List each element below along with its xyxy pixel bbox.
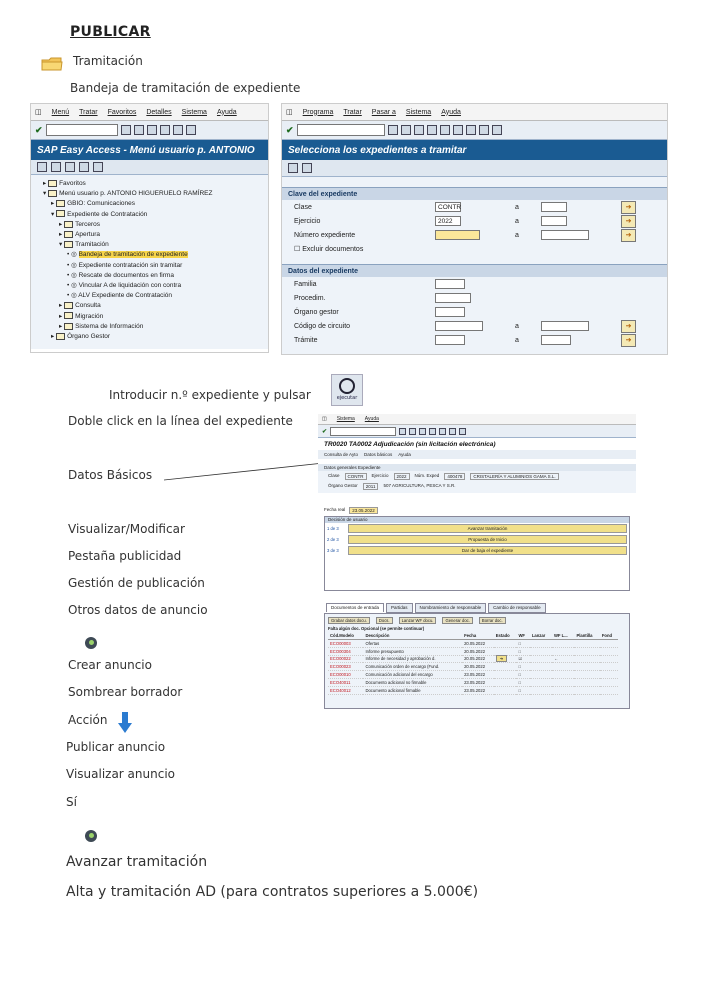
range-to-label: a <box>515 322 519 330</box>
cell-fecha: 20.05.2022 <box>462 663 494 671</box>
cancel-icon[interactable] <box>429 428 436 435</box>
field-label: Órgano gestor <box>294 308 339 316</box>
add-favorite-icon[interactable] <box>51 162 61 172</box>
field-label: Familia <box>294 280 317 288</box>
tab-partidas[interactable]: Partidas <box>386 603 413 613</box>
favorites-icon[interactable] <box>37 162 47 172</box>
execute-label: ejecutar <box>336 395 358 401</box>
step-text: Acción <box>68 713 108 727</box>
edit-icon[interactable] <box>79 162 89 172</box>
table-row[interactable] <box>328 647 618 655</box>
adjudicacion-window <box>318 414 636 714</box>
cancel-icon[interactable] <box>160 125 170 135</box>
exit-icon[interactable] <box>147 125 157 135</box>
tree-node[interactable]: ▸ Apertura <box>59 231 101 239</box>
command-field[interactable] <box>330 427 396 436</box>
decision-number: 3 de 3 <box>327 548 339 553</box>
excluir-checkbox[interactable]: ☐ Excluir documentos <box>294 246 364 253</box>
multiple-selection-button[interactable]: ➔ <box>621 320 636 333</box>
find-icon[interactable] <box>449 428 456 435</box>
menu-icon: ◫ <box>286 109 293 116</box>
tree-node[interactable]: ▾ Tramitación <box>59 241 109 249</box>
procedim-input[interactable] <box>435 293 471 303</box>
clase-value: CONTR <box>345 473 367 480</box>
command-field[interactable] <box>46 124 118 136</box>
cell-desc: Documento adicional no firmable <box>363 678 462 686</box>
other-menu-icon[interactable] <box>65 162 75 172</box>
tree-node[interactable]: • ◎ Rescate de documentos en firma <box>67 271 174 279</box>
decision-button[interactable]: Avanzar tramitación <box>348 524 627 533</box>
step-text: Otros datos de anuncio <box>68 603 208 617</box>
tree-node[interactable]: ▸ Consulta <box>59 302 101 310</box>
clase-input[interactable]: CONTR <box>435 202 461 212</box>
fecha-input[interactable]: 23.05.2022 <box>349 507 378 514</box>
step-text: Sí <box>66 795 77 809</box>
range-to-label: a <box>515 203 519 211</box>
cell-cod: ECO00010 <box>328 671 363 679</box>
decision-button[interactable]: Dar de baja el expediente <box>348 546 627 555</box>
multiple-selection-button[interactable]: ➔ <box>621 201 636 214</box>
cell-desc: Informe presupuesto <box>363 647 462 655</box>
execute-circle-icon[interactable] <box>85 830 97 842</box>
table-row[interactable] <box>328 671 618 679</box>
step-text: Visualizar/Modificar <box>68 522 185 536</box>
column-header[interactable]: Fond <box>600 632 618 640</box>
ayuda-button[interactable]: Ayuda <box>398 452 411 457</box>
cell-cod: ECO00003 <box>328 640 363 648</box>
familia-input[interactable] <box>435 279 465 289</box>
arrow-down-icon[interactable] <box>118 712 132 734</box>
group-header: Datos del expediente <box>282 264 667 277</box>
cell-desc: Informe de necesidad y aprobación d. <box>363 655 462 663</box>
tree-node-selected[interactable]: • ◎ Bandeja de tramitación de expediente <box>67 251 188 259</box>
numero-to-input[interactable] <box>541 230 589 240</box>
datos-basicos-button[interactable]: Datos básicos <box>363 452 393 457</box>
tramite-input[interactable] <box>435 335 465 345</box>
exit-icon[interactable] <box>419 428 426 435</box>
command-field[interactable] <box>297 124 385 136</box>
field-label: Procedim. <box>294 294 326 302</box>
tab-strip <box>318 603 636 613</box>
variant-icon[interactable] <box>302 163 312 173</box>
generar-doc-button[interactable]: Generar doc. <box>442 617 472 624</box>
print-icon[interactable] <box>173 125 183 135</box>
grabar-datos-button[interactable]: Grabar datos docu. <box>328 617 370 624</box>
field-label: Órgano Gestor <box>328 483 358 488</box>
organo-gestor-input[interactable] <box>435 307 465 317</box>
tree-node[interactable]: • ◎ ALV Expediente de Contratación <box>67 292 173 300</box>
cell-desc: Comunicación orden de encargo (Fund. <box>363 663 462 671</box>
menu-item[interactable]: Ayuda <box>364 416 379 422</box>
cell-cod: ECO00023 <box>328 663 363 671</box>
cell-desc: Comunicación adicional del encargo <box>363 671 462 679</box>
range-to-label: a <box>515 336 519 344</box>
enter-check-icon[interactable]: ✔ <box>35 124 43 135</box>
table-row[interactable] <box>328 663 618 671</box>
tree-node[interactable]: ▸ Terceros <box>59 220 101 228</box>
back-icon[interactable] <box>409 428 416 435</box>
circuito-input[interactable] <box>435 321 483 331</box>
application-toolbar <box>282 160 667 177</box>
wf-checkbox[interactable]: □ <box>516 640 529 648</box>
menu-icon: ◫ <box>35 109 42 116</box>
ejercicio-value: 2022 <box>394 473 410 480</box>
group-header: Datos generales Expediente <box>318 464 636 471</box>
wf-launch-icon[interactable]: ← <box>552 655 574 663</box>
cell-desc: Ofertas <box>363 640 462 648</box>
save-icon[interactable] <box>399 428 406 435</box>
lanzar-wf-button[interactable]: Lanzar WF docu. <box>399 617 437 624</box>
wf-checkbox[interactable]: □ <box>516 663 529 671</box>
field-label: Clase <box>328 473 340 478</box>
save-icon[interactable] <box>388 125 398 135</box>
ejercicio-input[interactable]: 2022 <box>435 216 461 226</box>
organo-desc: 507 AGRICULTURA, PESCA Y S.R. <box>383 483 456 488</box>
step-text: Avanzar tramitación <box>66 854 208 870</box>
falta-note: Falta algún doc. Opcional (se permite continuar) <box>328 626 425 631</box>
find-icon[interactable] <box>186 125 196 135</box>
menu-item[interactable]: Pasar a <box>371 108 396 116</box>
documents-table <box>328 632 618 695</box>
execute-button[interactable] <box>331 374 363 406</box>
print-icon[interactable] <box>440 125 450 135</box>
menu-item[interactable]: Sistema <box>405 108 432 116</box>
group-header: Clave del expediente <box>282 187 667 200</box>
multiple-selection-button[interactable]: ➔ <box>621 229 636 242</box>
cancel-icon[interactable] <box>427 125 437 135</box>
tree-node[interactable]: ▸ Migración <box>59 312 104 320</box>
field-label: Número expediente <box>294 231 356 239</box>
menu-tree <box>31 175 268 349</box>
empresa-value: CRISTALERÍA Y ALUMINIOS GAMA S.L. <box>470 473 558 480</box>
cell-cod: ECO00304 <box>328 647 363 655</box>
column-header[interactable]: Lanzar <box>530 632 552 640</box>
range-to-label: a <box>515 231 519 239</box>
expand-icon[interactable] <box>93 162 103 172</box>
menu-item[interactable]: Programa <box>302 108 334 116</box>
back-icon[interactable] <box>134 125 144 135</box>
cell-cod: ECO40011 <box>328 678 363 686</box>
step-text: Introducir n.º expediente y pulsar <box>109 388 311 402</box>
menu-bar <box>31 104 268 121</box>
ejercicio-to-input[interactable] <box>541 216 567 226</box>
wf-checkbox[interactable]: ☑ <box>516 655 529 663</box>
execute-circle-icon[interactable] <box>85 637 97 649</box>
menu-item[interactable]: Sistema <box>336 416 355 422</box>
application-toolbar <box>318 450 636 459</box>
wf-checkbox[interactable]: □ <box>516 678 529 686</box>
help-icon[interactable] <box>459 428 466 435</box>
decision-button[interactable]: Propuesta de Inicio <box>348 535 627 544</box>
tree-node[interactable]: ▾ Menú usuario p. ANTONIO HIGUERUELO RAMÍREZ <box>43 190 213 198</box>
num-exped-value: 400478 <box>444 473 465 480</box>
column-header[interactable]: Estado <box>494 632 517 640</box>
find-icon[interactable] <box>453 125 463 135</box>
field-label: Fecha real <box>324 507 346 512</box>
menu-item[interactable]: Tratar <box>343 108 362 116</box>
docs-button[interactable]: Docs. <box>376 617 393 624</box>
step-text: Pestaña publicidad <box>68 549 182 563</box>
cell-cod: ECO00022 <box>328 655 363 663</box>
column-header[interactable]: Plantilla <box>574 632 599 640</box>
step-text: Crear anuncio <box>68 658 152 672</box>
decision-number: 2 de 3 <box>327 537 339 542</box>
subsection-title: Bandeja de tramitación de expediente <box>70 81 301 95</box>
clase-to-input[interactable] <box>541 202 567 212</box>
column-header[interactable]: Descripción <box>363 632 462 640</box>
standard-toolbar <box>31 121 268 140</box>
print-icon[interactable] <box>439 428 446 435</box>
consulta-button[interactable]: Consulta de Ayto <box>324 452 358 457</box>
tree-node[interactable]: ▸ Sistema de Información <box>59 322 144 330</box>
menu-item[interactable]: Sistema <box>181 108 207 116</box>
organo-value: 2011 <box>363 483 379 490</box>
cell-fecha: 20.05.2022 <box>462 647 494 655</box>
clock-icon <box>339 378 355 394</box>
step-text: Gestión de publicación <box>68 576 205 590</box>
cell-fecha: 20.05.2022 <box>462 655 494 663</box>
menu-item[interactable]: Ayuda <box>441 108 461 116</box>
field-label: Ejercicio <box>371 473 389 478</box>
field-label: Código de circuito <box>294 322 351 330</box>
multiple-selection-button[interactable]: ➔ <box>621 215 636 228</box>
column-header[interactable]: Cód.Modelo <box>328 632 363 640</box>
tree-node[interactable]: ▸ Favoritos <box>43 180 86 187</box>
wf-checkbox[interactable]: □ <box>516 686 529 694</box>
menu-item[interactable]: Detalles <box>146 108 172 116</box>
back-icon[interactable] <box>401 125 411 135</box>
cell-fecha: 23.05.2022 <box>462 686 494 694</box>
column-header[interactable]: WF L... <box>552 632 574 640</box>
circuito-to-input[interactable] <box>541 321 589 331</box>
enter-check-icon[interactable]: ✔ <box>286 124 294 135</box>
folder-icon <box>41 56 63 70</box>
menu-item[interactable]: Ayuda <box>216 108 237 116</box>
column-header[interactable]: Fecha <box>462 632 494 640</box>
window-title: TR0020 TA0002 Adjudicación (sin licitación electrónica) <box>318 438 636 450</box>
multiple-selection-button[interactable]: ➔ <box>621 334 636 347</box>
window-title: Selecciona los expedientes a tramitar <box>282 140 667 160</box>
step-text: Doble click en la línea del expediente <box>68 414 293 428</box>
wf-checkbox[interactable]: □ <box>516 671 529 679</box>
tab-documentos[interactable]: Documentos de entrada <box>326 603 384 612</box>
cell-fecha: 23.05.2022 <box>462 671 494 679</box>
menu-item[interactable]: Menú <box>51 108 70 116</box>
table-row[interactable] <box>328 640 618 648</box>
tree-node[interactable]: • ◎ Vincular A de liquidación con contra <box>67 282 182 290</box>
tree-node[interactable]: ▾ Expediente de Contratación <box>51 210 148 218</box>
cell-fecha: 23.05.2022 <box>462 678 494 686</box>
application-toolbar <box>31 160 268 175</box>
field-label: Clase <box>294 203 312 211</box>
step-text: Publicar anuncio <box>66 740 166 754</box>
window-title: SAP Easy Access - Menú usuario p. ANTONIO <box>31 140 268 160</box>
table-row[interactable] <box>328 686 618 694</box>
menu-item[interactable]: Tratar <box>79 108 98 116</box>
cell-cod: ECO40012 <box>328 686 363 694</box>
tab-cambio[interactable]: Cambio de responsable <box>488 603 546 613</box>
exit-icon[interactable] <box>414 125 424 135</box>
tramite-to-input[interactable] <box>541 335 571 345</box>
menu-item[interactable]: Favoritos <box>107 108 137 116</box>
help-icon[interactable] <box>492 125 502 135</box>
step-text: Sombrear borrador <box>68 685 183 699</box>
numero-expediente-input[interactable] <box>435 230 480 240</box>
status-button[interactable]: ➔ <box>496 655 508 662</box>
page-title: PUBLICAR <box>70 24 151 40</box>
menu-bar <box>318 414 636 425</box>
tree-node[interactable]: ▸ Órgano Gestor <box>51 333 111 341</box>
wf-checkbox[interactable]: □ <box>516 647 529 655</box>
select-expedientes-window <box>281 103 668 355</box>
page-icon[interactable] <box>479 125 489 135</box>
standard-toolbar <box>282 121 667 140</box>
standard-toolbar <box>318 425 636 438</box>
borrar-doc-button[interactable]: Borrar doc. <box>479 617 506 624</box>
decision-header: Decisión de usuario <box>325 517 629 523</box>
field-label: Ejercicio <box>294 217 321 225</box>
decision-number: 1 de 3 <box>327 526 339 531</box>
menu-icon: ◫ <box>322 416 327 422</box>
tree-node[interactable]: ▸ GBIO: Comunicaciones <box>51 200 135 208</box>
execute-icon[interactable] <box>288 163 298 173</box>
page-icon[interactable] <box>466 125 476 135</box>
tab-nombramiento[interactable]: Nombramiento de responsable <box>415 603 487 613</box>
column-header[interactable]: WF <box>516 632 529 640</box>
cell-desc: Documento adicional firmable <box>363 686 462 694</box>
table-row[interactable] <box>328 655 618 663</box>
save-icon[interactable] <box>121 125 131 135</box>
tree-node[interactable]: • ◎ Expediente contratación sin tramitar <box>67 261 183 269</box>
step-text: Visualizar anuncio <box>66 767 176 781</box>
step-text: Alta y tramitación AD (para contratos superiores a 5.000€) <box>66 884 479 900</box>
enter-check-icon[interactable]: ✔ <box>322 428 328 435</box>
section-title: Tramitación <box>73 54 143 68</box>
sap-easy-access-window <box>30 103 269 353</box>
menu-bar <box>282 104 667 121</box>
field-label: Trámite <box>294 336 318 344</box>
step-text: Datos Básicos <box>68 468 153 482</box>
range-to-label: a <box>515 217 519 225</box>
cell-fecha: 20.05.2022 <box>462 640 494 648</box>
field-label: Núm. Exped <box>414 473 440 478</box>
table-row[interactable] <box>328 678 618 686</box>
